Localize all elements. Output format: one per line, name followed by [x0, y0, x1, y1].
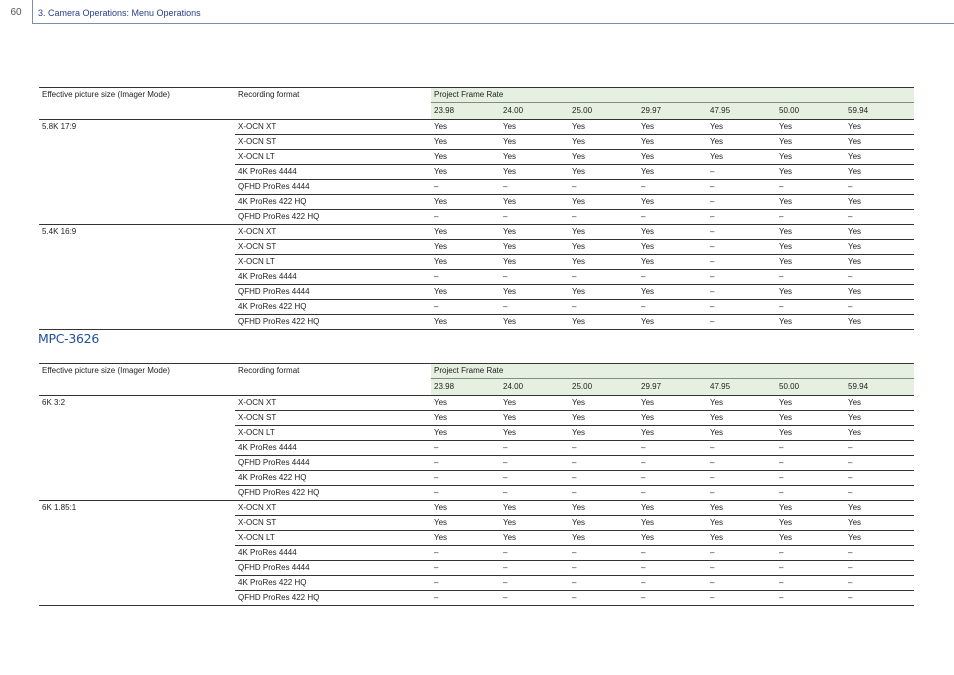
support-value-cell: –	[845, 456, 914, 471]
support-value-cell: –	[707, 546, 776, 561]
frame-rate-header: 25.00	[569, 379, 638, 396]
support-value-cell: –	[638, 180, 707, 195]
support-value-cell: Yes	[431, 240, 500, 255]
support-value-cell: Yes	[500, 426, 569, 441]
support-value-cell: Yes	[500, 135, 569, 150]
picture-size-cell: 5.8K 17:9	[39, 120, 235, 225]
support-value-cell: Yes	[776, 225, 845, 240]
support-value-cell: –	[707, 561, 776, 576]
support-value-cell: Yes	[845, 150, 914, 165]
support-value-cell: –	[707, 165, 776, 180]
header-row	[39, 364, 914, 379]
page-header	[0, 0, 954, 24]
support-value-cell: Yes	[431, 165, 500, 180]
support-value-cell: Yes	[845, 516, 914, 531]
support-value-cell: Yes	[569, 135, 638, 150]
support-value-cell: –	[431, 180, 500, 195]
support-value-cell: –	[707, 576, 776, 591]
support-value-cell: Yes	[776, 120, 845, 135]
support-value-cell: Yes	[638, 315, 707, 330]
frame-rate-header: 29.97	[638, 103, 707, 120]
support-value-cell: Yes	[707, 150, 776, 165]
recording-format-cell: QFHD ProRes 422 HQ	[235, 210, 431, 225]
support-value-cell: Yes	[776, 411, 845, 426]
support-value-cell: –	[638, 591, 707, 606]
support-value-cell: –	[776, 561, 845, 576]
column-header-recording-format: Recording format	[235, 88, 431, 120]
support-value-cell: Yes	[569, 396, 638, 411]
support-value-cell: Yes	[569, 165, 638, 180]
recording-format-cell: X-OCN LT	[235, 150, 431, 165]
recording-format-cell: 4K ProRes 422 HQ	[235, 471, 431, 486]
support-value-cell: –	[776, 441, 845, 456]
support-value-cell: Yes	[776, 240, 845, 255]
support-value-cell: Yes	[569, 240, 638, 255]
support-value-cell: –	[707, 210, 776, 225]
support-value-cell: –	[569, 561, 638, 576]
support-value-cell: –	[638, 486, 707, 501]
support-value-cell: –	[638, 300, 707, 315]
support-value-cell: –	[431, 210, 500, 225]
support-value-cell: Yes	[638, 285, 707, 300]
support-value-cell: –	[845, 180, 914, 195]
support-value-cell: –	[707, 285, 776, 300]
support-value-cell: –	[776, 591, 845, 606]
support-value-cell: –	[707, 180, 776, 195]
support-value-cell: Yes	[500, 531, 569, 546]
frame-rate-header: 24.00	[500, 103, 569, 120]
support-value-cell: –	[569, 546, 638, 561]
support-value-cell: Yes	[845, 195, 914, 210]
recording-format-cell: X-OCN XT	[235, 396, 431, 411]
frame-rate-header: 24.00	[500, 379, 569, 396]
support-value-cell: Yes	[569, 195, 638, 210]
support-value-cell: –	[569, 471, 638, 486]
support-value-cell: Yes	[638, 195, 707, 210]
frame-rate-header: 23.98	[431, 379, 500, 396]
support-value-cell: Yes	[845, 240, 914, 255]
support-value-cell: Yes	[638, 411, 707, 426]
support-value-cell: –	[638, 270, 707, 285]
support-value-cell: –	[431, 441, 500, 456]
picture-size-cell: 6K 1.85:1	[39, 501, 235, 606]
support-value-cell: Yes	[569, 516, 638, 531]
support-value-cell: Yes	[569, 426, 638, 441]
support-value-cell: Yes	[845, 135, 914, 150]
support-value-cell: Yes	[638, 225, 707, 240]
recording-format-cell: 4K ProRes 422 HQ	[235, 195, 431, 210]
support-value-cell: Yes	[776, 396, 845, 411]
support-value-cell: –	[500, 486, 569, 501]
support-value-cell: –	[845, 576, 914, 591]
support-value-cell: Yes	[431, 120, 500, 135]
support-value-cell: –	[845, 210, 914, 225]
support-value-cell: Yes	[707, 120, 776, 135]
support-value-cell: Yes	[776, 516, 845, 531]
recording-format-cell: 4K ProRes 4444	[235, 270, 431, 285]
column-header-picture-size: Effective picture size (Imager Mode)	[39, 88, 235, 120]
support-value-cell: –	[569, 270, 638, 285]
support-value-cell: Yes	[431, 411, 500, 426]
support-value-cell: Yes	[638, 135, 707, 150]
support-value-cell: –	[569, 300, 638, 315]
support-value-cell: Yes	[776, 165, 845, 180]
support-value-cell: Yes	[500, 240, 569, 255]
table-row	[39, 501, 914, 516]
support-value-cell: –	[500, 561, 569, 576]
support-value-cell: –	[845, 546, 914, 561]
support-value-cell: Yes	[845, 165, 914, 180]
recording-format-cell: QFHD ProRes 4444	[235, 285, 431, 300]
recording-format-cell: QFHD ProRes 4444	[235, 561, 431, 576]
support-value-cell: –	[638, 456, 707, 471]
support-value-cell: –	[638, 441, 707, 456]
recording-format-cell: X-OCN LT	[235, 426, 431, 441]
support-value-cell: Yes	[776, 255, 845, 270]
section-title: MPC-3626	[38, 331, 99, 346]
support-value-cell: Yes	[707, 135, 776, 150]
support-value-cell: –	[638, 576, 707, 591]
frame-rate-table-2	[39, 363, 914, 606]
support-value-cell: –	[569, 456, 638, 471]
recording-format-cell: QFHD ProRes 422 HQ	[235, 486, 431, 501]
recording-format-cell: X-OCN ST	[235, 135, 431, 150]
support-value-cell: –	[707, 456, 776, 471]
support-value-cell: –	[569, 576, 638, 591]
frame-rate-header: 47.95	[707, 103, 776, 120]
support-value-cell: Yes	[707, 411, 776, 426]
support-value-cell: –	[500, 270, 569, 285]
support-value-cell: Yes	[845, 255, 914, 270]
support-value-cell: Yes	[431, 501, 500, 516]
support-value-cell: Yes	[569, 225, 638, 240]
support-value-cell: –	[569, 210, 638, 225]
support-value-cell: –	[500, 456, 569, 471]
support-value-cell: Yes	[431, 195, 500, 210]
recording-format-cell: 4K ProRes 4444	[235, 441, 431, 456]
support-value-cell: Yes	[845, 501, 914, 516]
support-value-cell: –	[707, 441, 776, 456]
support-value-cell: Yes	[500, 411, 569, 426]
support-value-cell: Yes	[776, 135, 845, 150]
support-value-cell: Yes	[431, 426, 500, 441]
support-value-cell: –	[431, 561, 500, 576]
support-value-cell: Yes	[500, 150, 569, 165]
frame-rate-header: 25.00	[569, 103, 638, 120]
support-value-cell: –	[431, 576, 500, 591]
support-value-cell: Yes	[569, 150, 638, 165]
support-value-cell: Yes	[500, 225, 569, 240]
support-value-cell: –	[431, 591, 500, 606]
support-value-cell: Yes	[500, 501, 569, 516]
support-value-cell: –	[776, 456, 845, 471]
support-value-cell: Yes	[500, 396, 569, 411]
picture-size-cell: 5.4K 16:9	[39, 225, 235, 330]
support-value-cell: Yes	[431, 225, 500, 240]
support-value-cell: Yes	[431, 516, 500, 531]
recording-format-cell: X-OCN XT	[235, 501, 431, 516]
support-value-cell: –	[776, 210, 845, 225]
support-value-cell: –	[845, 591, 914, 606]
support-value-cell: –	[500, 210, 569, 225]
recording-format-cell: X-OCN XT	[235, 120, 431, 135]
support-value-cell: –	[569, 486, 638, 501]
recording-format-cell: X-OCN ST	[235, 240, 431, 255]
support-value-cell: Yes	[776, 531, 845, 546]
support-value-cell: Yes	[431, 315, 500, 330]
recording-format-cell: X-OCN LT	[235, 531, 431, 546]
support-value-cell: –	[707, 591, 776, 606]
support-value-cell: Yes	[707, 396, 776, 411]
support-value-cell: Yes	[638, 150, 707, 165]
support-value-cell: Yes	[845, 120, 914, 135]
frame-rate-header: 50.00	[776, 379, 845, 396]
support-value-cell: Yes	[707, 426, 776, 441]
support-value-cell: –	[707, 471, 776, 486]
frame-rate-header: 47.95	[707, 379, 776, 396]
support-value-cell: –	[776, 576, 845, 591]
support-value-cell: Yes	[569, 531, 638, 546]
support-value-cell: –	[500, 576, 569, 591]
support-value-cell: –	[776, 180, 845, 195]
support-value-cell: Yes	[845, 315, 914, 330]
support-value-cell: –	[707, 240, 776, 255]
recording-format-cell: QFHD ProRes 4444	[235, 180, 431, 195]
support-value-cell: Yes	[500, 315, 569, 330]
support-value-cell: –	[569, 591, 638, 606]
support-value-cell: –	[845, 441, 914, 456]
support-value-cell: Yes	[500, 165, 569, 180]
support-value-cell: –	[500, 471, 569, 486]
frame-rate-header: 50.00	[776, 103, 845, 120]
frame-rate-header: 59.94	[845, 103, 914, 120]
column-header-recording-format: Recording format	[235, 364, 431, 396]
support-value-cell: –	[638, 561, 707, 576]
support-value-cell: Yes	[638, 501, 707, 516]
support-value-cell: Yes	[500, 285, 569, 300]
support-value-cell: –	[707, 300, 776, 315]
recording-format-cell: X-OCN XT	[235, 225, 431, 240]
support-value-cell: Yes	[569, 120, 638, 135]
support-value-cell: –	[569, 180, 638, 195]
support-value-cell: Yes	[431, 531, 500, 546]
support-value-cell: –	[431, 486, 500, 501]
support-value-cell: –	[500, 591, 569, 606]
support-value-cell: Yes	[638, 516, 707, 531]
support-value-cell: –	[845, 561, 914, 576]
support-value-cell: –	[845, 471, 914, 486]
support-value-cell: Yes	[569, 315, 638, 330]
support-value-cell: Yes	[500, 255, 569, 270]
support-value-cell: Yes	[776, 195, 845, 210]
support-value-cell: Yes	[638, 531, 707, 546]
support-value-cell: –	[500, 180, 569, 195]
header-divider-horizontal	[32, 23, 954, 24]
support-value-cell: –	[776, 546, 845, 561]
support-value-cell: –	[707, 255, 776, 270]
support-value-cell: Yes	[845, 396, 914, 411]
column-header-frame-rate: Project Frame Rate	[431, 364, 914, 379]
support-value-cell: –	[845, 486, 914, 501]
support-value-cell: Yes	[776, 150, 845, 165]
support-value-cell: –	[500, 546, 569, 561]
table-row	[39, 120, 914, 135]
column-header-picture-size: Effective picture size (Imager Mode)	[39, 364, 235, 396]
chapter-title-link[interactable]: 3. Camera Operations: Menu Operations	[38, 8, 201, 18]
frame-rate-header: 23.98	[431, 103, 500, 120]
support-value-cell: Yes	[638, 120, 707, 135]
support-value-cell: –	[707, 270, 776, 285]
support-value-cell: Yes	[707, 501, 776, 516]
support-value-cell: Yes	[500, 516, 569, 531]
recording-format-cell: QFHD ProRes 4444	[235, 456, 431, 471]
recording-format-cell: X-OCN ST	[235, 516, 431, 531]
frame-rate-table-1	[39, 87, 914, 330]
picture-size-cell: 6K 3:2	[39, 396, 235, 501]
support-value-cell: –	[845, 300, 914, 315]
support-value-cell: Yes	[569, 501, 638, 516]
support-value-cell: Yes	[845, 426, 914, 441]
support-value-cell: –	[638, 471, 707, 486]
recording-format-cell: 4K ProRes 422 HQ	[235, 576, 431, 591]
support-value-cell: Yes	[845, 411, 914, 426]
support-value-cell: Yes	[707, 531, 776, 546]
support-value-cell: Yes	[845, 285, 914, 300]
support-value-cell: –	[707, 195, 776, 210]
support-value-cell: Yes	[638, 426, 707, 441]
support-value-cell: Yes	[776, 285, 845, 300]
support-value-cell: Yes	[638, 396, 707, 411]
support-value-cell: Yes	[776, 426, 845, 441]
support-value-cell: Yes	[638, 240, 707, 255]
support-value-cell: Yes	[776, 501, 845, 516]
support-value-cell: –	[776, 270, 845, 285]
support-value-cell: –	[638, 210, 707, 225]
recording-format-cell: X-OCN LT	[235, 255, 431, 270]
table-row	[39, 396, 914, 411]
support-value-cell: –	[707, 225, 776, 240]
recording-format-cell: X-OCN ST	[235, 411, 431, 426]
support-value-cell: –	[431, 546, 500, 561]
support-value-cell: –	[500, 441, 569, 456]
frame-rate-header: 29.97	[638, 379, 707, 396]
support-value-cell: –	[776, 486, 845, 501]
support-value-cell: Yes	[431, 255, 500, 270]
support-value-cell: –	[776, 471, 845, 486]
frame-rate-header: 59.94	[845, 379, 914, 396]
support-value-cell: Yes	[845, 531, 914, 546]
support-value-cell: Yes	[431, 396, 500, 411]
support-value-cell: Yes	[845, 225, 914, 240]
recording-format-cell: QFHD ProRes 422 HQ	[235, 315, 431, 330]
support-value-cell: Yes	[500, 120, 569, 135]
support-value-cell: –	[845, 270, 914, 285]
support-value-cell: Yes	[638, 165, 707, 180]
support-value-cell: Yes	[431, 150, 500, 165]
header-divider-vertical	[32, 0, 33, 23]
support-value-cell: Yes	[638, 255, 707, 270]
support-value-cell: Yes	[776, 315, 845, 330]
support-value-cell: Yes	[500, 195, 569, 210]
support-value-cell: Yes	[431, 135, 500, 150]
support-value-cell: –	[431, 300, 500, 315]
support-value-cell: –	[500, 300, 569, 315]
recording-format-cell: QFHD ProRes 422 HQ	[235, 591, 431, 606]
support-value-cell: Yes	[707, 516, 776, 531]
support-value-cell: –	[431, 456, 500, 471]
support-value-cell: –	[707, 486, 776, 501]
support-value-cell: Yes	[569, 411, 638, 426]
support-value-cell: –	[431, 270, 500, 285]
support-value-cell: –	[431, 471, 500, 486]
support-value-cell: Yes	[569, 255, 638, 270]
page-number: 60	[10, 7, 22, 18]
header-row	[39, 88, 914, 103]
support-value-cell: –	[707, 315, 776, 330]
support-value-cell: Yes	[569, 285, 638, 300]
column-header-frame-rate: Project Frame Rate	[431, 88, 914, 103]
support-value-cell: –	[638, 546, 707, 561]
recording-format-cell: 4K ProRes 4444	[235, 165, 431, 180]
table-row	[39, 225, 914, 240]
support-value-cell: –	[569, 441, 638, 456]
recording-format-cell: 4K ProRes 422 HQ	[235, 300, 431, 315]
support-value-cell: –	[776, 300, 845, 315]
recording-format-cell: 4K ProRes 4444	[235, 546, 431, 561]
support-value-cell: Yes	[431, 285, 500, 300]
